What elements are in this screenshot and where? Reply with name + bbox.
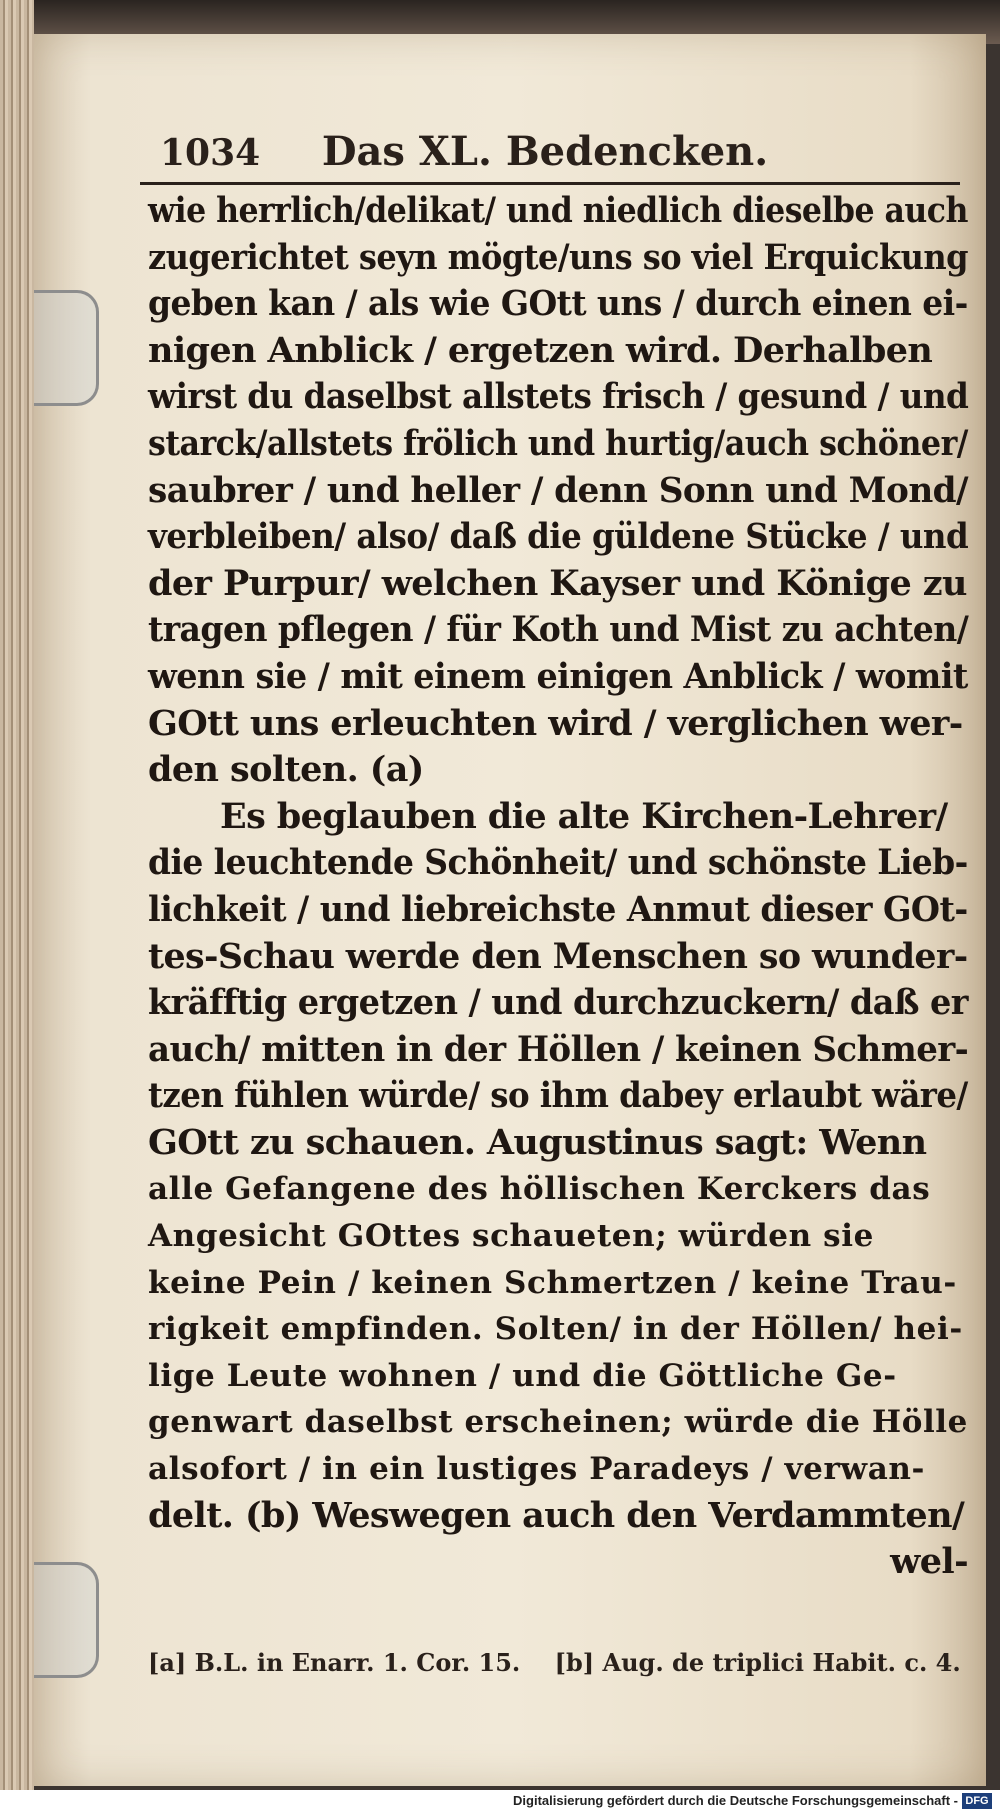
- page-header: [130, 128, 960, 184]
- body-text: [148, 188, 968, 1586]
- book-page-edges: [0, 0, 34, 1790]
- text-line: geben kan / als wie GOtt uns / durch einen ei-: [148, 283, 968, 325]
- quote-line: alsofort / in ein lustiges Paradeys / verwan-: [148, 1451, 926, 1488]
- footnotes: [148, 1648, 968, 1677]
- quote-line: Angesicht GOttes schaueten; würden sie: [148, 1218, 874, 1255]
- text-line: tragen pflegen / für Koth und Mist zu achten/: [148, 609, 969, 651]
- text-line: GOtt uns erleuchten wird / verglichen wer-: [148, 702, 963, 744]
- dfg-logo-icon: DFG: [962, 1793, 992, 1809]
- footnote-a: [a] B.L. in Enarr. 1. Cor. 15.: [148, 1648, 521, 1677]
- digitization-credit: Digitalisierung gefördert durch die Deutsche Forschungsgemeinschaft -: [513, 1793, 958, 1808]
- footnote-b: [b] Aug. de triplici Habit. c. 4.: [554, 1648, 961, 1677]
- running-title: Das XL. Bedencken.: [321, 128, 769, 175]
- quote-line: alle Gefangene des höllischen Kerckers das: [148, 1171, 931, 1208]
- quote-line: rigkeit empfinden. Solten/ in der Höllen/ hei-: [148, 1311, 963, 1348]
- quote-line: keine Pein / keinen Schmertzen / keine Trau-: [148, 1264, 957, 1301]
- text-line: der Purpur/ welchen Kayser und Könige zu: [148, 562, 967, 604]
- text-line: die leuchtende Schönheit/ und schönste Lieb-: [148, 842, 968, 884]
- page-clip-bottom: [34, 1562, 99, 1678]
- text-line: den solten. (a): [148, 749, 424, 791]
- text-line: auch/ mitten in der Höllen / keinen Schmer-: [148, 1028, 969, 1070]
- text-line: wirst du daselbst allstets frisch / gesund / und: [148, 376, 969, 418]
- text-line: GOtt zu schauen. Augustinus sagt: Wenn: [148, 1121, 927, 1163]
- quote-line: lige Leute wohnen / und die Göttliche Ge-: [148, 1357, 897, 1394]
- header-rule: [140, 182, 960, 185]
- text-line: tzen fühlen würde/ so ihm dabey erlaubt wäre/: [148, 1075, 968, 1117]
- digitization-credit-bar: [0, 1790, 1000, 1813]
- quote-line: genwart daselbst erscheinen; würde die Hölle: [148, 1404, 968, 1441]
- text-line: delt. (b) Weswegen auch den Verdammten/: [148, 1494, 965, 1536]
- text-line: wie herrlich/delikat/ und niedlich dieselbe auch: [148, 190, 968, 231]
- paragraph-start-line: Es beglauben die alte Kirchen-Lehrer/: [220, 795, 948, 837]
- text-line: verbleiben/ also/ daß die güldene Stücke / und: [148, 516, 969, 558]
- page-clip-top: [34, 290, 99, 406]
- catchword-line: wel-: [890, 1541, 968, 1583]
- text-line: lichkeit / und liebreichste Anmut dieser GOt-: [148, 888, 968, 930]
- text-line: wenn sie / mit einem einigen Anblick / womit: [148, 655, 968, 697]
- text-line: starck/allstets frölich und hurtig/auch schöner/: [148, 422, 968, 464]
- text-line: zugerichtet seyn mögte/uns so viel Erquickung: [148, 236, 969, 278]
- page-number: 1034: [160, 132, 261, 174]
- text-line: tes-Schau werde den Menschen so wunder-: [148, 935, 968, 977]
- text-line: nigen Anblick / ergetzen wird. Derhalben: [148, 329, 933, 371]
- text-line: saubrer / und heller / denn Sonn und Mond/: [148, 469, 968, 511]
- text-line: kräfftig ergetzen / und durchzuckern/ daß er: [148, 982, 968, 1024]
